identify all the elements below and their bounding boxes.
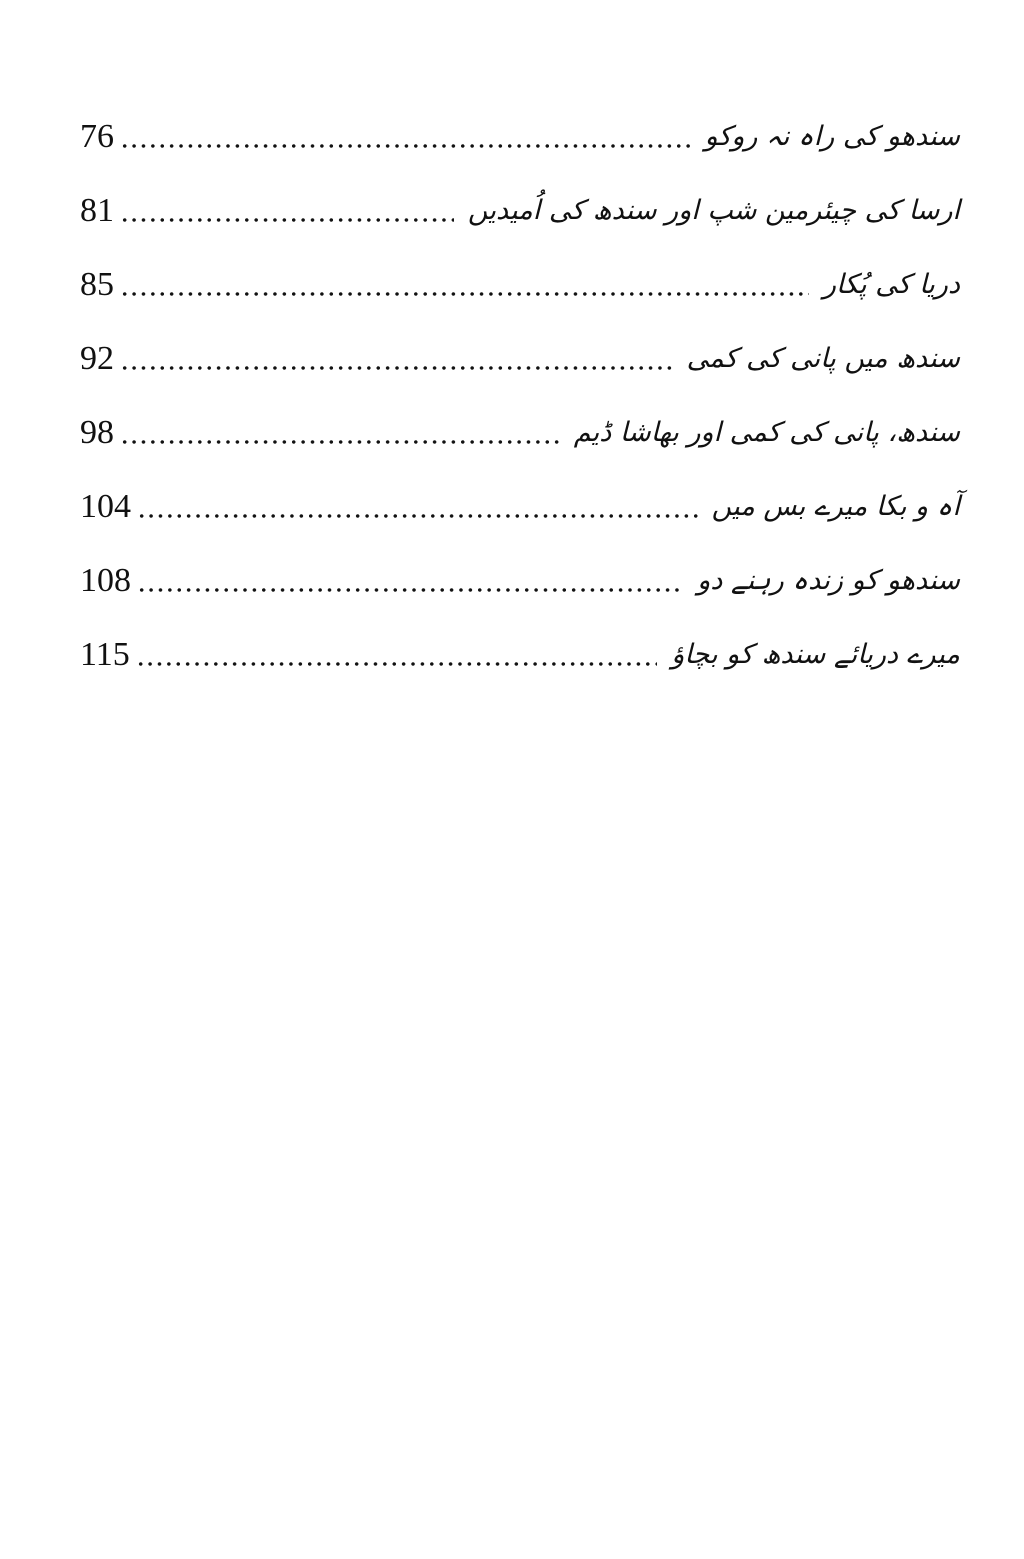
- toc-entry[interactable]: [80, 100, 960, 174]
- toc-entry[interactable]: [80, 544, 960, 618]
- chapter-title: میرے دریائے سندھ کو بچاؤ: [671, 639, 960, 671]
- dot-leader: [120, 120, 691, 154]
- chapter-title: سندھ، پانی کی کمی اور بھاشا ڈیم: [573, 417, 960, 449]
- dot-leader: [137, 564, 683, 598]
- toc-entry[interactable]: [80, 322, 960, 396]
- toc-entry[interactable]: [80, 618, 960, 692]
- dot-leader: [137, 490, 698, 524]
- page-number: 81: [80, 192, 114, 229]
- chapter-title: ارسا کی چیئرمین شپ اور سندھ کی اُمیدیں: [467, 195, 960, 227]
- chapter-title: سندھو کی راہ نہ روکو: [704, 121, 960, 153]
- page-number: 85: [80, 266, 114, 303]
- page-number: 108: [80, 562, 131, 599]
- dot-leader: [120, 416, 560, 450]
- chapter-title: دریا کی پُکار: [822, 269, 960, 301]
- toc-entry[interactable]: [80, 396, 960, 470]
- page-number: 98: [80, 414, 114, 451]
- dot-leader: [120, 342, 673, 376]
- chapter-title: آہ و بکا میرے بس میں: [711, 491, 960, 523]
- chapter-title: سندھ میں پانی کی کمی: [686, 343, 960, 375]
- toc-entry[interactable]: [80, 174, 960, 248]
- toc-entry[interactable]: [80, 470, 960, 544]
- page-number: 76: [80, 118, 114, 155]
- page-number: 115: [80, 636, 130, 673]
- toc-entry[interactable]: [80, 248, 960, 322]
- page-number: 92: [80, 340, 114, 377]
- dot-leader: [120, 194, 454, 228]
- dot-leader: [120, 268, 809, 302]
- dot-leader: [136, 638, 658, 672]
- page-number: 104: [80, 488, 131, 525]
- table-of-contents: [80, 100, 960, 692]
- chapter-title: سندھو کو زندہ رہنے دو: [697, 565, 960, 597]
